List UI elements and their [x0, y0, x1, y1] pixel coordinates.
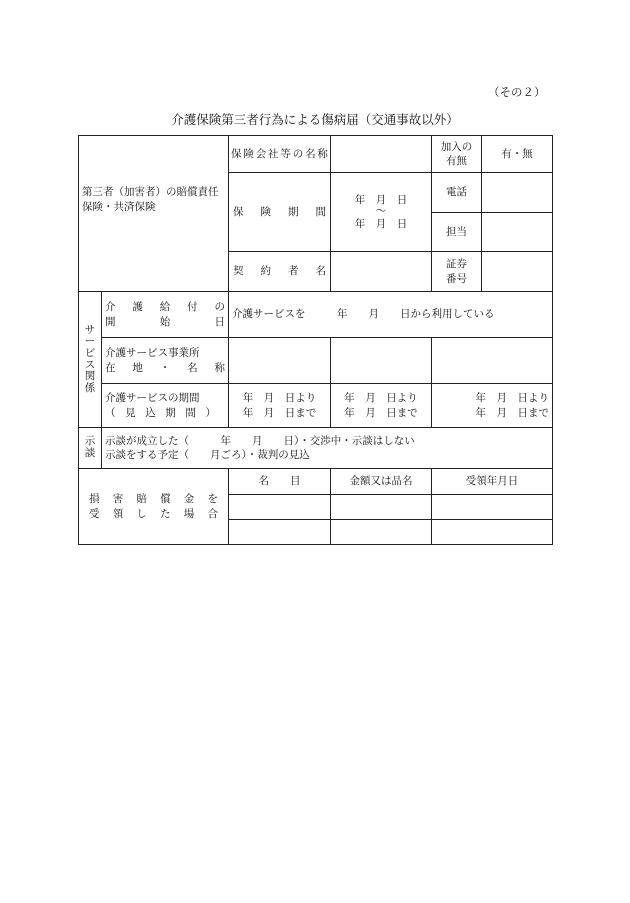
contractor-name-label: 契 約 者 名 — [229, 252, 331, 292]
page-number: （その２） — [488, 85, 546, 99]
company-name-field[interactable] — [331, 136, 432, 173]
injury-report-form — [78, 135, 553, 545]
third-party-insurance-label: 第三者（加害者）の賠償責任 保険・共済保険 — [79, 136, 229, 292]
service-period-field-2[interactable]: 年 月 日より 年 月 日まで — [331, 384, 432, 428]
benefit-start-date-label: 介 護 給 付 の 開 始 日 — [102, 292, 229, 338]
insurance-period-field[interactable]: 年 月 日 ～ 年 月 日 — [331, 173, 432, 252]
membership-value[interactable]: 有・無 — [482, 136, 553, 173]
service-period-label: 介護サービスの期間 （ 見 込 期 間 ） — [102, 384, 229, 428]
phone-field[interactable] — [482, 173, 553, 213]
damages-date-cell[interactable] — [432, 495, 553, 520]
service-section-label: サ ー ビ ス 関 係 — [79, 292, 102, 428]
damages-received-label: 損 害 賠 償 金 を 受 領 し た 場 合 — [79, 469, 229, 545]
damages-column-item: 名 目 — [229, 469, 331, 495]
damages-amount-cell[interactable] — [331, 495, 432, 520]
damages-amount-cell[interactable] — [331, 520, 432, 545]
damages-column-date: 受領年月日 — [432, 469, 553, 495]
damages-column-amount: 金額又は品名 — [331, 469, 432, 495]
form-title: 介護保険第三者行為による傷病届（交通事故以外） — [171, 112, 459, 127]
service-office-label: 介護サービス事業所 在 地 ・ 名 称 — [102, 338, 229, 384]
damages-date-cell[interactable] — [432, 520, 553, 545]
insurance-period-label: 保 険 期 間 — [229, 173, 331, 252]
damages-item-cell[interactable] — [229, 495, 331, 520]
service-period-field-3[interactable]: 年 月 日より 年 月 日まで — [432, 384, 553, 428]
contractor-name-field[interactable] — [331, 252, 432, 292]
contact-label: 担当 — [432, 213, 482, 252]
membership-label: 加入の 有無 — [432, 136, 482, 173]
phone-label: 電話 — [432, 173, 482, 213]
damages-item-cell[interactable] — [229, 520, 331, 545]
contact-field[interactable] — [482, 213, 553, 252]
service-office-field-1[interactable] — [229, 338, 331, 384]
policy-number-field[interactable] — [482, 252, 553, 292]
company-name-label: 保 険 会 社 等 の 名 称 — [229, 136, 331, 173]
settlement-section-label: 示 談 — [79, 428, 102, 469]
settlement-status-field[interactable]: 示談が成立した（ 年 月 日）・交渉中・示談はしない 示談をする予定（ 月ごろ）・裁判の見込 — [102, 428, 553, 469]
service-period-field-1[interactable]: 年 月 日より 年 月 日まで — [229, 384, 331, 428]
service-office-field-2[interactable] — [331, 338, 432, 384]
policy-number-label: 証券 番号 — [432, 252, 482, 292]
service-office-field-3[interactable] — [432, 338, 553, 384]
service-start-date-field[interactable]: 介護サービスを 年 月 日から利用している — [229, 292, 553, 338]
